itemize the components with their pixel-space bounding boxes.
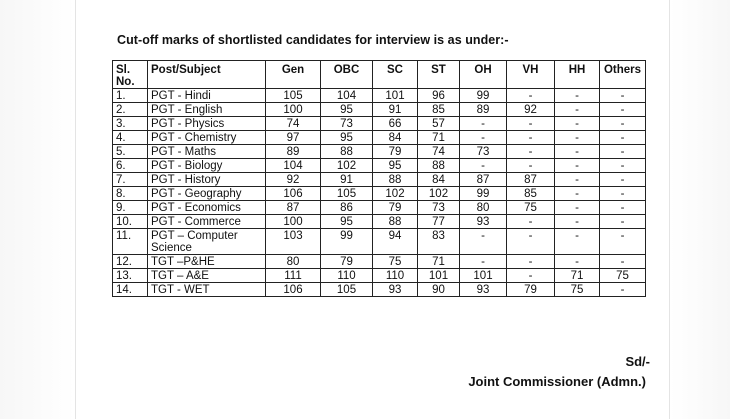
cell-hh: -	[555, 255, 600, 269]
cell-oh: -	[460, 255, 507, 269]
cell-hh: 71	[555, 269, 600, 283]
table-row	[113, 269, 646, 283]
table-row	[113, 283, 646, 297]
cell-others: -	[600, 201, 646, 215]
col-header-hh: HH	[555, 61, 600, 89]
cell-st: 101	[418, 269, 460, 283]
table-row	[113, 173, 646, 187]
cell-post: PGT - Economics	[148, 201, 266, 215]
cell-others: -	[600, 173, 646, 187]
cell-obc: 95	[321, 131, 373, 145]
cell-obc: 110	[321, 269, 373, 283]
cell-others: -	[600, 145, 646, 159]
cell-oh: -	[460, 229, 507, 255]
cell-st: 102	[418, 187, 460, 201]
cell-sl: 6.	[113, 159, 148, 173]
cell-post: PGT - Hindi	[148, 89, 266, 103]
cell-post: TGT – A&E	[148, 269, 266, 283]
cell-sc: 84	[373, 131, 418, 145]
cell-hh: -	[555, 173, 600, 187]
cell-obc: 79	[321, 255, 373, 269]
cell-sl: 12.	[113, 255, 148, 269]
cell-gen: 106	[266, 187, 321, 201]
cell-others: 75	[600, 269, 646, 283]
cutoff-marks-table	[112, 60, 646, 297]
cell-post: PGT - English	[148, 103, 266, 117]
cell-obc: 105	[321, 187, 373, 201]
cell-sl: 11.	[113, 229, 148, 255]
cell-sc: 79	[373, 145, 418, 159]
document-heading: Cut-off marks of shortlisted candidates for interview is as under:-	[117, 33, 509, 47]
cell-post: PGT - Commerce	[148, 215, 266, 229]
cell-oh: 73	[460, 145, 507, 159]
cell-hh: -	[555, 229, 600, 255]
cell-vh: 85	[507, 187, 555, 201]
col-header-oh: OH	[460, 61, 507, 89]
cell-vh: -	[507, 255, 555, 269]
cell-hh: -	[555, 89, 600, 103]
cell-others: -	[600, 187, 646, 201]
col-header-st: ST	[418, 61, 460, 89]
cell-hh: -	[555, 131, 600, 145]
cell-hh: -	[555, 187, 600, 201]
table-row	[113, 89, 646, 103]
cell-others: -	[600, 89, 646, 103]
cell-post: PGT - Biology	[148, 159, 266, 173]
table-row	[113, 145, 646, 159]
cell-sl: 8.	[113, 187, 148, 201]
cell-obc: 91	[321, 173, 373, 187]
table-row	[113, 215, 646, 229]
cell-vh: -	[507, 145, 555, 159]
cell-others: -	[600, 103, 646, 117]
cell-sc: 95	[373, 159, 418, 173]
cell-others: -	[600, 117, 646, 131]
cell-others: -	[600, 215, 646, 229]
cell-gen: 103	[266, 229, 321, 255]
cell-others: -	[600, 283, 646, 297]
cell-sc: 91	[373, 103, 418, 117]
cell-obc: 99	[321, 229, 373, 255]
col-header-sc: SC	[373, 61, 418, 89]
cell-vh: -	[507, 131, 555, 145]
cell-obc: 95	[321, 103, 373, 117]
cell-oh: 101	[460, 269, 507, 283]
cell-gen: 100	[266, 215, 321, 229]
col-header-vh: VH	[507, 61, 555, 89]
cell-gen: 87	[266, 201, 321, 215]
col-header-obc: OBC	[321, 61, 373, 89]
viewer-right-margin	[669, 0, 730, 419]
cell-others: -	[600, 255, 646, 269]
cell-others: -	[600, 159, 646, 173]
cell-st: 57	[418, 117, 460, 131]
table-row	[113, 229, 646, 255]
cell-oh: -	[460, 159, 507, 173]
cell-hh: -	[555, 117, 600, 131]
cell-st: 77	[418, 215, 460, 229]
cell-oh: 99	[460, 89, 507, 103]
cell-obc: 104	[321, 89, 373, 103]
cell-sl: 5.	[113, 145, 148, 159]
signature: Sd/-	[625, 354, 650, 369]
cell-hh: 75	[555, 283, 600, 297]
cell-vh: -	[507, 215, 555, 229]
cell-vh: -	[507, 117, 555, 131]
cell-obc: 73	[321, 117, 373, 131]
cell-gen: 100	[266, 103, 321, 117]
cell-post: PGT – Computer Science	[148, 229, 266, 255]
cell-gen: 104	[266, 159, 321, 173]
cell-vh: -	[507, 159, 555, 173]
cell-oh: 80	[460, 201, 507, 215]
cell-post: PGT - Chemistry	[148, 131, 266, 145]
cell-st: 88	[418, 159, 460, 173]
cell-post: PGT - History	[148, 173, 266, 187]
cell-st: 71	[418, 131, 460, 145]
cell-vh: 79	[507, 283, 555, 297]
cell-oh: 87	[460, 173, 507, 187]
table-row	[113, 103, 646, 117]
cell-st: 83	[418, 229, 460, 255]
cell-post: PGT - Maths	[148, 145, 266, 159]
cell-sc: 75	[373, 255, 418, 269]
cell-hh: -	[555, 145, 600, 159]
cell-gen: 74	[266, 117, 321, 131]
cell-vh: -	[507, 269, 555, 283]
cell-oh: -	[460, 131, 507, 145]
cell-post: TGT - WET	[148, 283, 266, 297]
cell-others: -	[600, 131, 646, 145]
cell-sl: 1.	[113, 89, 148, 103]
cell-st: 85	[418, 103, 460, 117]
cell-sl: 4.	[113, 131, 148, 145]
cell-obc: 102	[321, 159, 373, 173]
cell-vh: 92	[507, 103, 555, 117]
table-header-row	[113, 61, 646, 89]
cell-obc: 88	[321, 145, 373, 159]
cell-gen: 105	[266, 89, 321, 103]
table-row	[113, 187, 646, 201]
cell-oh: 99	[460, 187, 507, 201]
cell-sl: 13.	[113, 269, 148, 283]
viewer-left-margin	[0, 0, 76, 419]
cell-obc: 95	[321, 215, 373, 229]
cell-hh: -	[555, 201, 600, 215]
cell-sl: 7.	[113, 173, 148, 187]
cell-st: 96	[418, 89, 460, 103]
cell-gen: 111	[266, 269, 321, 283]
cell-sc: 79	[373, 201, 418, 215]
signatory-designation: Joint Commissioner (Admn.)	[468, 374, 646, 389]
cell-gen: 97	[266, 131, 321, 145]
cell-sc: 102	[373, 187, 418, 201]
cell-sc: 88	[373, 215, 418, 229]
table-row	[113, 201, 646, 215]
cell-oh: -	[460, 117, 507, 131]
cell-sc: 93	[373, 283, 418, 297]
table-row	[113, 159, 646, 173]
cell-hh: -	[555, 215, 600, 229]
cell-sl: 10.	[113, 215, 148, 229]
cell-st: 71	[418, 255, 460, 269]
cell-oh: 93	[460, 283, 507, 297]
col-header-gen: Gen	[266, 61, 321, 89]
cell-sc: 110	[373, 269, 418, 283]
cell-st: 73	[418, 201, 460, 215]
cell-gen: 92	[266, 173, 321, 187]
cell-sl: 2.	[113, 103, 148, 117]
cell-vh: 87	[507, 173, 555, 187]
cell-sl: 3.	[113, 117, 148, 131]
cell-oh: 89	[460, 103, 507, 117]
cell-hh: -	[555, 159, 600, 173]
cell-sc: 66	[373, 117, 418, 131]
col-header-sl: Sl. No.	[113, 61, 148, 89]
table-row	[113, 255, 646, 269]
cell-st: 90	[418, 283, 460, 297]
cell-st: 74	[418, 145, 460, 159]
cell-post: PGT - Geography	[148, 187, 266, 201]
cell-vh: -	[507, 89, 555, 103]
cell-post: PGT - Physics	[148, 117, 266, 131]
cell-obc: 105	[321, 283, 373, 297]
col-header-post: Post/Subject	[148, 61, 266, 89]
table-row	[113, 117, 646, 131]
cell-gen: 89	[266, 145, 321, 159]
cell-sc: 101	[373, 89, 418, 103]
cell-hh: -	[555, 103, 600, 117]
table-row	[113, 131, 646, 145]
cell-sc: 88	[373, 173, 418, 187]
cell-sl: 9.	[113, 201, 148, 215]
cell-post: TGT –P&HE	[148, 255, 266, 269]
col-header-others: Others	[600, 61, 646, 89]
cell-sl: 14.	[113, 283, 148, 297]
cell-obc: 86	[321, 201, 373, 215]
cell-others: -	[600, 229, 646, 255]
cell-oh: 93	[460, 215, 507, 229]
cell-vh: -	[507, 229, 555, 255]
cell-gen: 80	[266, 255, 321, 269]
cell-sc: 94	[373, 229, 418, 255]
cell-vh: 75	[507, 201, 555, 215]
cell-gen: 106	[266, 283, 321, 297]
cell-st: 84	[418, 173, 460, 187]
